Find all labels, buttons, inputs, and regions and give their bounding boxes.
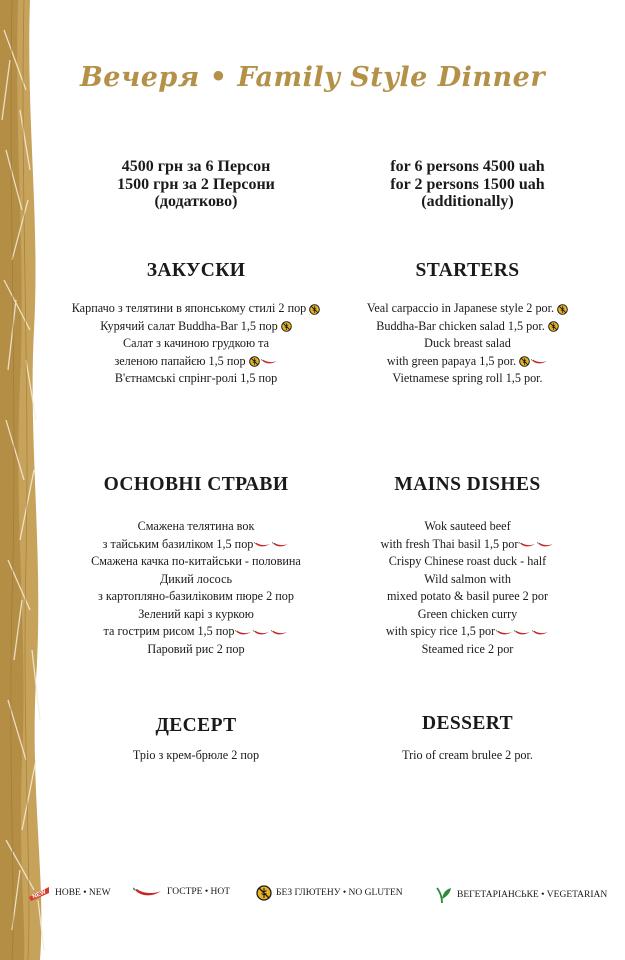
price-en-line: for 2 persons 1500 uah bbox=[390, 175, 545, 193]
dessert-heading-en: DESSERT bbox=[422, 713, 513, 734]
legend-hot-label: ГОСТРЕ • HOT bbox=[167, 887, 231, 897]
menu-item-text: Дикий лосось bbox=[159, 571, 233, 586]
chili-icon bbox=[253, 628, 270, 637]
menu-item bbox=[330, 318, 605, 336]
chili-icon bbox=[519, 540, 536, 549]
menu-item-text: Wild salmon with bbox=[424, 571, 511, 586]
menu-item-text: Buddha-Bar chicken salad 1,5 por. bbox=[376, 318, 545, 333]
no-gluten-icon bbox=[548, 321, 559, 332]
dessert-list-ua bbox=[62, 747, 330, 765]
menu-item bbox=[62, 623, 330, 641]
menu-item bbox=[330, 353, 605, 371]
menu-item bbox=[330, 335, 605, 353]
starters-list-en bbox=[330, 300, 605, 388]
menu-item-text: Смажена телятина вок bbox=[137, 519, 255, 533]
menu-item-text: Vietnamese spring roll 1,5 por. bbox=[392, 371, 543, 385]
price-ua-line: 1500 грн за 2 Персони bbox=[117, 175, 275, 193]
menu-item bbox=[330, 588, 605, 606]
menu-item-text: Смажена качка по-китайськи - половина bbox=[91, 554, 301, 568]
menu-item bbox=[62, 370, 330, 388]
menu-item-text: та гострим рисом 1,5 пор bbox=[103, 624, 235, 638]
menu-item bbox=[330, 571, 605, 589]
legend-veg bbox=[433, 885, 607, 905]
menu-item-text: з картопляно-базиліковим пюре 2 пор bbox=[98, 589, 294, 603]
menu-item bbox=[62, 641, 330, 659]
legend-new-label: НОВЕ • NEW bbox=[55, 888, 111, 898]
menu-item-text: Duck breast salad bbox=[424, 336, 511, 350]
starters-heading-ua: ЗАКУСКИ bbox=[146, 260, 246, 281]
menu-item bbox=[330, 606, 605, 624]
page-title: Вечеря • Family Style Dinner bbox=[79, 62, 546, 93]
menu-item-text: Steamed rice 2 por bbox=[421, 641, 514, 656]
menu-item bbox=[330, 518, 605, 536]
menu-item bbox=[62, 536, 330, 554]
price-en-line: for 6 persons 4500 uah bbox=[390, 158, 545, 175]
menu-item bbox=[330, 641, 605, 659]
menu-item-text: Veal carpaccio in Japanese style 2 por. bbox=[366, 301, 555, 315]
mains-list-ua bbox=[62, 518, 330, 658]
menu-item-text: Зелений карі з куркою bbox=[138, 606, 254, 621]
no-gluten-icon bbox=[281, 321, 292, 332]
legend-new bbox=[27, 885, 111, 901]
chili-icon bbox=[133, 885, 163, 899]
price-en bbox=[330, 158, 605, 211]
dessert-heading-ua: ДЕСЕРТ bbox=[155, 715, 237, 736]
menu-item-text: Курячий салат Buddha-Bar 1,5 пор bbox=[100, 318, 278, 333]
legend-gluten-label: БЕЗ ГЛЮТЕНУ • NO GLUTEN bbox=[276, 888, 403, 898]
menu-item bbox=[62, 300, 330, 318]
menu-item-text: Trio of cream brulee 2 por. bbox=[402, 748, 533, 762]
menu-item-text: Карпачо з телятини в японському стилі 2 пор bbox=[71, 301, 307, 315]
chili-icon bbox=[254, 540, 271, 549]
menu-item bbox=[330, 536, 605, 554]
new-badge-text: NEW bbox=[31, 889, 48, 901]
bark-decoration bbox=[0, 0, 62, 960]
chili-icon bbox=[272, 540, 289, 549]
legend-hot bbox=[133, 885, 230, 899]
menu-item bbox=[62, 588, 330, 606]
menu-item bbox=[330, 370, 605, 388]
menu-item bbox=[62, 606, 330, 624]
leaf-icon bbox=[433, 885, 453, 905]
price-ua-line: (додатково) bbox=[154, 193, 238, 210]
menu-item bbox=[330, 553, 605, 571]
chili-icon bbox=[496, 628, 513, 637]
price-en-line: (additionally) bbox=[421, 193, 514, 210]
menu-item-text: mixed potato & basil puree 2 por bbox=[386, 589, 549, 603]
chili-icon bbox=[261, 357, 278, 366]
menu-item-text: В'єтнамські спрінг-ролі 1,5 пор bbox=[114, 371, 278, 385]
menu-item bbox=[62, 571, 330, 589]
menu-item-text: з тайським базиліком 1,5 пор bbox=[102, 536, 254, 551]
menu-item bbox=[62, 335, 330, 353]
chili-icon bbox=[532, 628, 549, 637]
menu-item bbox=[62, 747, 330, 765]
legend-gluten bbox=[256, 885, 403, 901]
no-gluten-icon bbox=[249, 356, 260, 367]
menu-item-text: Crispy Chinese roast duck - half bbox=[388, 554, 547, 568]
menu-item-text: Green chicken curry bbox=[417, 606, 518, 621]
menu-item bbox=[62, 318, 330, 336]
starters-heading-en: STARTERS bbox=[415, 260, 520, 281]
no-gluten-icon bbox=[557, 304, 568, 315]
chili-icon bbox=[537, 540, 554, 549]
menu-item-text: Тріо з крем-брюле 2 пор bbox=[132, 748, 260, 762]
menu-item bbox=[62, 353, 330, 371]
menu-item-text: зеленою папайєю 1,5 пор bbox=[114, 353, 246, 368]
menu-item bbox=[330, 300, 605, 318]
menu-item-text: Салат з качиною грудкою та bbox=[122, 336, 270, 350]
starters-list-ua bbox=[62, 300, 330, 388]
chili-icon bbox=[235, 628, 252, 637]
legend-veg-label: ВЕГЕТАРІАНСЬКЕ • VEGETARIAN bbox=[457, 890, 608, 900]
new-badge-icon bbox=[27, 885, 51, 901]
mains-heading-ua: ОСНОВНІ СТРАВИ bbox=[103, 474, 289, 495]
menu-item-text: Wok sauteed beef bbox=[424, 519, 511, 533]
menu-item-text: Паровий рис 2 пор bbox=[147, 641, 245, 656]
chili-icon bbox=[531, 357, 548, 366]
price-ua bbox=[62, 158, 330, 211]
no-gluten-icon bbox=[309, 304, 320, 315]
no-gluten-icon bbox=[256, 885, 272, 901]
menu-item bbox=[330, 623, 605, 641]
menu-item-text: with fresh Thai basil 1,5 por bbox=[380, 536, 519, 551]
dessert-list-en bbox=[330, 747, 605, 765]
menu-item bbox=[330, 747, 605, 765]
price-ua-line: 4500 грн за 6 Персон bbox=[121, 158, 271, 175]
menu-item-text: with green papaya 1,5 por. bbox=[386, 353, 517, 368]
no-gluten-icon bbox=[519, 356, 530, 367]
menu-item bbox=[62, 518, 330, 536]
chili-icon bbox=[514, 628, 531, 637]
menu-item-text: with spicy rice 1,5 por bbox=[385, 624, 496, 638]
menu-item bbox=[62, 553, 330, 571]
mains-list-en bbox=[330, 518, 605, 658]
chili-icon bbox=[271, 628, 288, 637]
mains-heading-en: MAINS DISHES bbox=[394, 474, 541, 495]
